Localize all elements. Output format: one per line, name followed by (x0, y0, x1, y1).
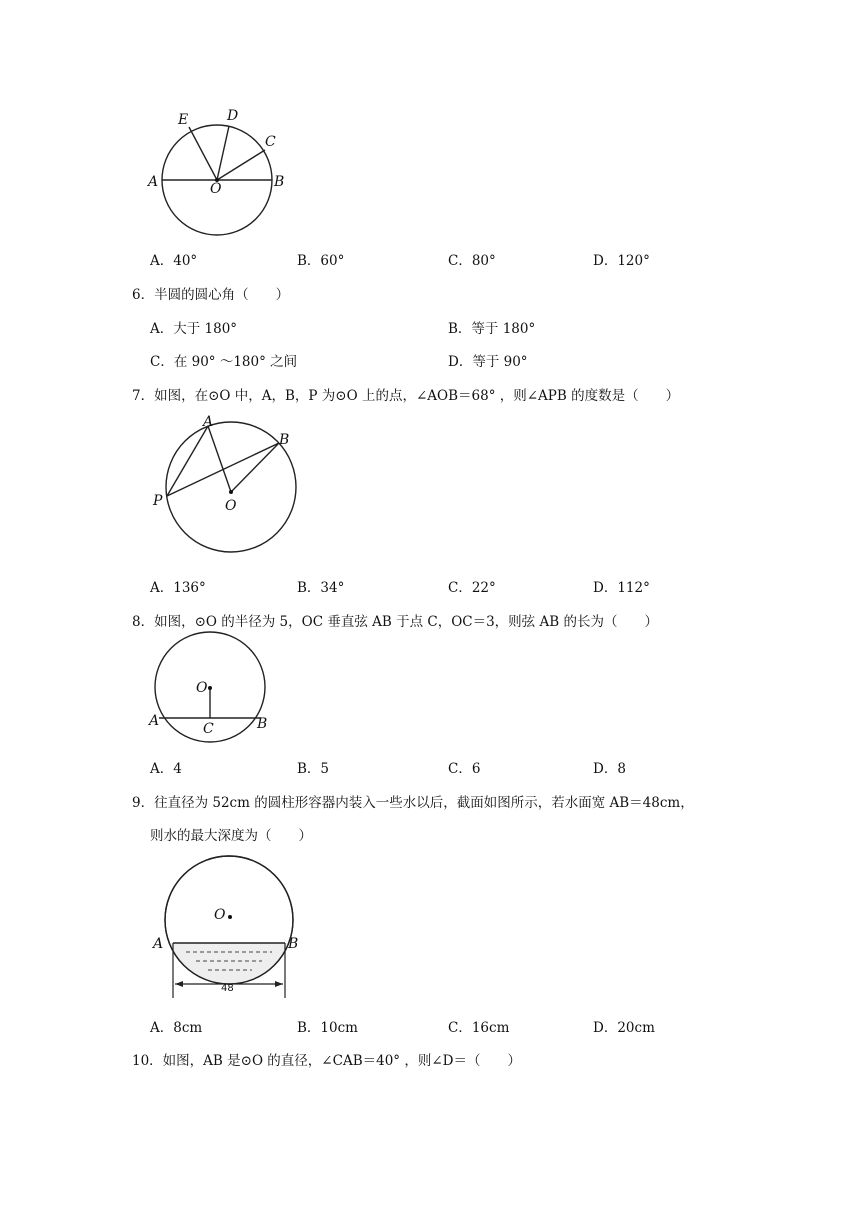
q5-label-o: O (210, 181, 222, 197)
q9-width-label: 48 (221, 983, 234, 994)
q8-figure (145, 630, 285, 750)
q7-option-b[interactable]: B．34° (297, 580, 345, 596)
q8-label-o: O (196, 680, 208, 696)
q8-label-a: A (149, 713, 160, 729)
q8-label-b: B (257, 716, 268, 732)
q7-radius-ob (231, 443, 279, 492)
q9-option-a[interactable]: A．8cm (150, 1020, 203, 1036)
q9-option-d[interactable]: D．20cm (593, 1020, 655, 1036)
q9-stem-line2: 则水的最大深度为（ ） (150, 828, 312, 844)
q5-label-e: E (178, 112, 189, 128)
q7-label-a: A (203, 414, 214, 430)
q6-stem: 6．半圆的圆心角（ ） (132, 287, 290, 303)
q5-radius-od (217, 126, 229, 180)
q9-arrow-left (175, 981, 183, 987)
q6-option-b[interactable]: B．等于 180° (448, 321, 536, 337)
q9-option-c[interactable]: C．16cm (448, 1020, 510, 1036)
q7-option-d[interactable]: D．112° (593, 580, 650, 596)
q7-stem: 7．如图，在⊙O 中，A，B，P 为⊙O 上的点，∠AOB＝68° ，则∠APB 的度数是（ ） (132, 388, 680, 404)
q7-radius-oa (208, 426, 231, 492)
q5-label-d: D (227, 108, 239, 124)
q8-option-a[interactable]: A．4 (150, 761, 182, 777)
q9-arrow-right (275, 981, 283, 987)
q9-label-a: A (153, 936, 164, 952)
q10-stem: 10．如图，AB 是⊙O 的直径，∠CAB＝40° ，则∠D＝（ ） (132, 1053, 521, 1069)
q9-label-o: O (214, 907, 226, 923)
q8-option-b[interactable]: B．5 (297, 761, 330, 777)
q9-option-b[interactable]: B．10cm (297, 1020, 358, 1036)
q9-figure (148, 850, 318, 1000)
q7-label-b: B (279, 432, 290, 448)
q5-radius-oc (217, 150, 265, 180)
q5-option-d[interactable]: D．120° (593, 253, 650, 269)
q6-option-c[interactable]: C．在 90° ～180° 之间 (150, 354, 298, 370)
q6-option-d[interactable]: D．等于 90° (448, 354, 528, 370)
q7-figure (145, 410, 305, 560)
q5-radius-oe (189, 127, 217, 180)
q7-label-o: O (225, 498, 237, 514)
q5-label-c: C (265, 134, 276, 150)
q5-label-b: B (274, 174, 285, 190)
q8-stem: 8．如图，⊙O 的半径为 5，OC 垂直弦 AB 于点 C，OC＝3，则弦 AB 的长为（ ） (132, 614, 658, 630)
q7-center-dot (229, 490, 233, 494)
q5-option-b[interactable]: B．60° (297, 253, 345, 269)
q5-figure (140, 100, 300, 240)
q9-stem-line1: 9．往直径为 52cm 的圆柱形容器内装入一些水以后，截面如图所示，若水面宽 AB＝48cm， (132, 795, 694, 811)
q7-option-c[interactable]: C．22° (448, 580, 496, 596)
q5-label-a: A (148, 174, 159, 190)
q5-option-c[interactable]: C．80° (448, 253, 496, 269)
q7-chord-pa (167, 426, 208, 496)
q8-option-c[interactable]: C．6 (448, 761, 481, 777)
q8-center-dot (208, 686, 212, 690)
q5-option-a[interactable]: A．40° (150, 253, 198, 269)
q8-option-d[interactable]: D．8 (593, 761, 626, 777)
q9-label-b: B (288, 936, 299, 952)
q6-option-a[interactable]: A．大于 180° (150, 321, 238, 337)
q7-option-a[interactable]: A．136° (150, 580, 206, 596)
q9-center-dot (228, 915, 232, 919)
q8-label-c: C (203, 721, 214, 737)
q7-label-p: P (153, 493, 163, 509)
